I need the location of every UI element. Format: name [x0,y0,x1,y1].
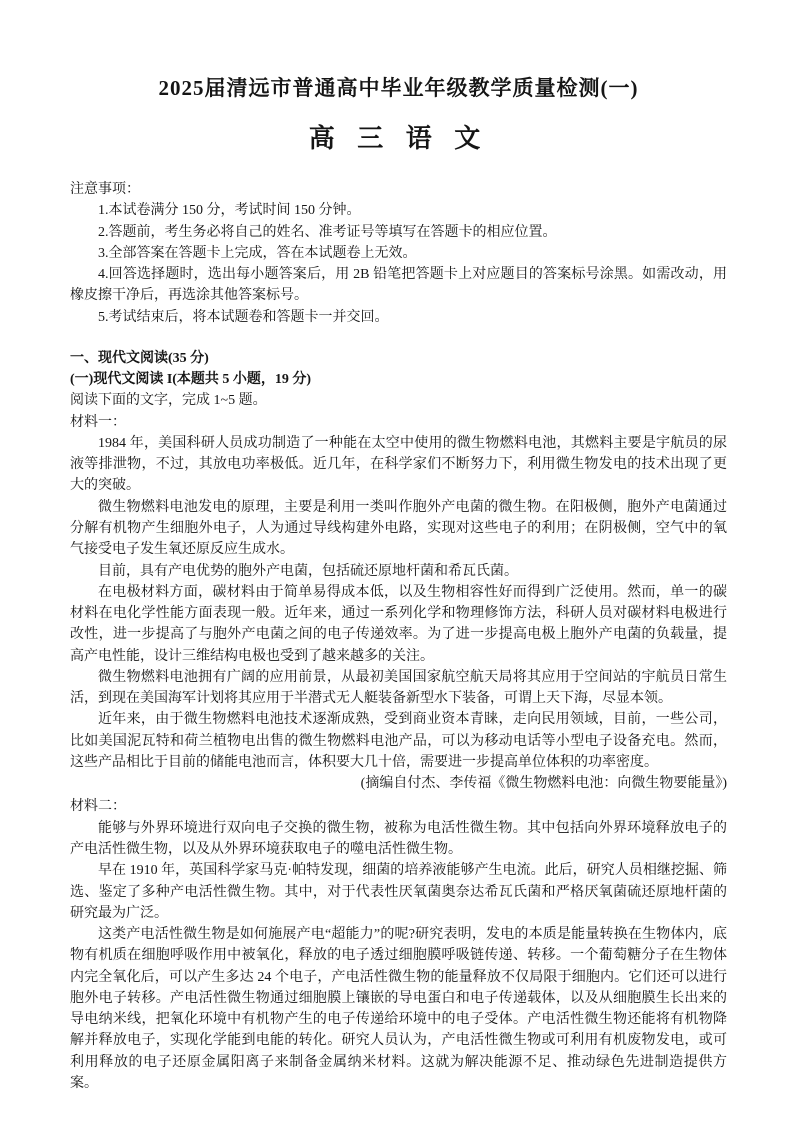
material-one-paragraph-5: 微生物燃料电池拥有广阔的应用前景，从最初美国国家航空航天局将其应用于空间站的宇航员日常生活，到现在美国海军计划将其应用于半潜式无人艇装备新型水下装备，可谓上天下海，尽显本领。 [70,669,727,707]
notice-item-1: 1.本试卷满分 150 分，考试时间 150 分钟。 [98,203,361,219]
material-one-paragraph-3: 目前，具有产电优势的胞外产电菌，包括硫还原地杆菌和希瓦氏菌。 [98,563,518,579]
section-heading: 一、现代文阅读(35 分) [70,350,209,366]
section-subheading: (一)现代文阅读 I(本题共 5 小题，19 分) [70,372,312,388]
exam-subject-title: 高 三 语 文 [308,124,489,153]
material-one-paragraph-1: 1984 年，美国科研人员成功制造了一种能在太空中使用的微生物燃料电池，其燃料主要是宇航员的尿液等排泄物，不过，其放电功率极低。近几年，在科学家们不断努力下，利用微生物发电的技术出现了更大的突破。 [70,435,727,494]
notice-heading: 注意事项： [70,182,140,197]
material-one-label: 材料一： [70,414,126,430]
notice-section [70,179,727,328]
material-one-paragraph-6: 近年来，由于微生物燃料电池技术逐渐成熟，受到商业资本青睐，走向民用领域，目前，一些公司，比如美国泥瓦特和荷兰植物电出售的微生物燃料电池产品，可以为移动电话等小型电子设备充电。然而，这些产品相比于目前的储能电池而言，体积要大几十倍，需要进一步提高单位体积的功率密度。 [70,712,727,770]
material-two-paragraph-3: 这类产电活性微生物是如何施展产电“超能力”的呢?研究表明，发电的本质是能量转换在生物体内，底物有机质在细胞呼吸作用中被氧化，释放的电子透过细胞膜呼吸链传递、转移。一个葡萄糖分子在生物体内完全氧化后，可以产生多达 24 个电子，产电活性微生物的能量释放不仅局限于细胞内。它们还可以进行胞外电子转移。产电活性微生物通过细胞膜上镶嵌的导电蛋白和电子传递载体，以及从细胞膜生长出来的导电纳米线，把氧化环境中有机物产生的电子传递给环境中的电子受体。产电活性微生物还能将有机物降解并释放电子，实现化学能到电能的转化。研究人员认为，产电活性微生物或可利用有机废物发电，或可利用释放的电子还原金属阳离子来制备金属纳米材料。这就为解决能源不足、推动绿色先进制造提供方案。 [70,927,727,1091]
material-one-attribution: (摘编自付杰、李传福《微生物燃料电池：向微生物要能量》) [360,776,727,792]
material-two-label: 材料二： [70,799,126,815]
section-instruction: 阅读下面的文字，完成 1~5 题。 [70,393,267,409]
material-two-paragraph-1: 能够与外界环境进行双向电子交换的微生物，被称为电活性微生物。其中包括向外界环境释放电子的产电活性微生物，以及从外界环境获取电子的噬电活性微生物。 [70,820,727,857]
material-one-paragraph-2: 微生物燃料电池发电的原理，主要是利用一类叫作胞外产电菌的微生物。在阳极侧，胞外产电菌通过分解有机物产生细胞外电子，人为通过导线构建外电路，实现对这些电子的利用；在阴极侧，空气中的氧气接受电子发生氧还原反应生成水。 [70,499,727,558]
material-one-paragraph-4: 在电极材料方面，碳材料由于简单易得成本低，以及生物相容性好而得到广泛使用。然而，单一的碳材料在电化学性能方面表现一般。近年来，通过一系列化学和物理修饰方法，科研人员对碳材料电极进行改性，进一步提高了与胞外产电菌之间的电子传递效率。为了进一步提高电极上胞外产电菌的负载量，提高产电性能，设计三维结构电极也受到了越来越多的关注。 [70,584,727,664]
exam-title: 2025届清远市普通高中毕业年级教学质量检测(一) [158,76,639,100]
notice-item-3: 3.全部答案在答题卡上完成，答在本试题卷上无效。 [98,245,417,261]
reading-section [70,348,727,1094]
notice-item-5: 5.考试结束后，将本试题卷和答题卡一并交回。 [98,309,389,325]
material-two-paragraph-2: 早在 1910 年，英国科学家马克·帕特发现，细菌的培养液能够产生电流。此后，研究人员相继挖掘、筛选、鉴定了多种产电活性微生物。其中，对于代表性厌氧菌奥奈达希瓦氏菌和严格厌氧菌硫还原地杆菌的研究最为广泛。 [70,863,727,921]
notice-item-2: 2.答题前，考生务必将自己的姓名、准考证号等填写在答题卡的相应位置。 [98,224,557,240]
notice-item-4: 4.回答选择题时，选出每小题答案后，用 2B 铅笔把答题卡上对应题目的答案标号涂黑。如需改动，用橡皮擦干净后，再选涂其他答案标号。 [70,267,727,304]
